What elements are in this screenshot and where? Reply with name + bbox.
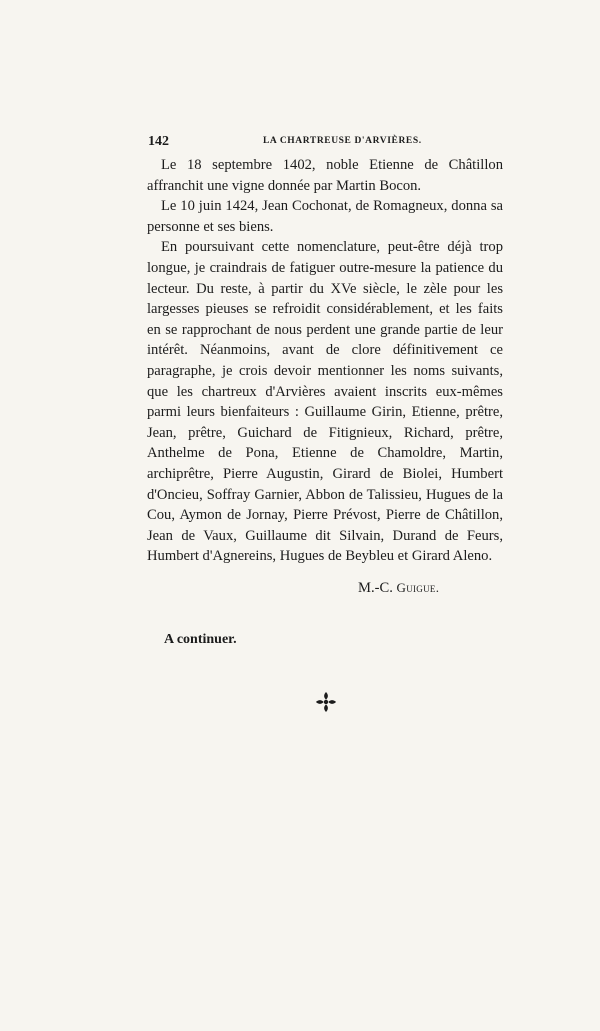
paragraph-1: Le 18 septembre 1402, noble Etienne de Châtillon affranchit une vigne donnée par Martin Bocon. — [147, 157, 503, 194]
paragraph-3: En poursuivant cette nomenclature, peut-être déjà trop longue, je craindrais de fatiguer outre-mesure la patience du lecteur. Du reste, à partir du XVe siècle, le zèle pour les largesses pieuses se refroidit considérablement, et les faits en se rapprochant de nous perdent une grande partie de leur intérêt. Néanmoins, avant de clore définitivement ce paragraphe, je crois devoir mentionner les noms suivants, que les chartreux d'Arvières avaient inscrits eux-mêmes parmi leurs bienfaiteurs : Guillaume Girin, Etienne, prêtre, Jean, prêtre, Guichard de Fitignieux, Richard, prêtre, Anthelme de Pona, Etienne de Chamoldre, Martin, archiprêtre, Pierre Augustin, Girard de Biolei, Humbert d'Oncieu, Soffray Garnier, Abbon de Talissieu, Hugues de la Cou, Aymon de Jornay, Pierre Prévost, Pierre de Châtillon, Jean de Vaux, Guillaume dit Silvain, Durand de Feurs, Humbert d'Agnereins, Hugues de Beybleu et Girard Aleno. — [147, 239, 503, 565]
author-signature — [358, 580, 439, 597]
fleuron-ornament-icon — [314, 690, 338, 714]
continuation-note: A continuer. — [164, 632, 237, 647]
page-header — [148, 134, 503, 152]
body-text — [147, 155, 503, 567]
running-title: LA CHARTREUSE D'ARVIÈRES. — [263, 136, 422, 146]
author-surname: Guigue. — [396, 580, 440, 595]
paragraph-2: Le 10 juin 1424, Jean Cochonat, de Romagneux, donna sa personne et ses biens. — [147, 198, 503, 235]
page-number: 142 — [148, 134, 169, 149]
author-initials: M.-C. — [358, 580, 397, 596]
